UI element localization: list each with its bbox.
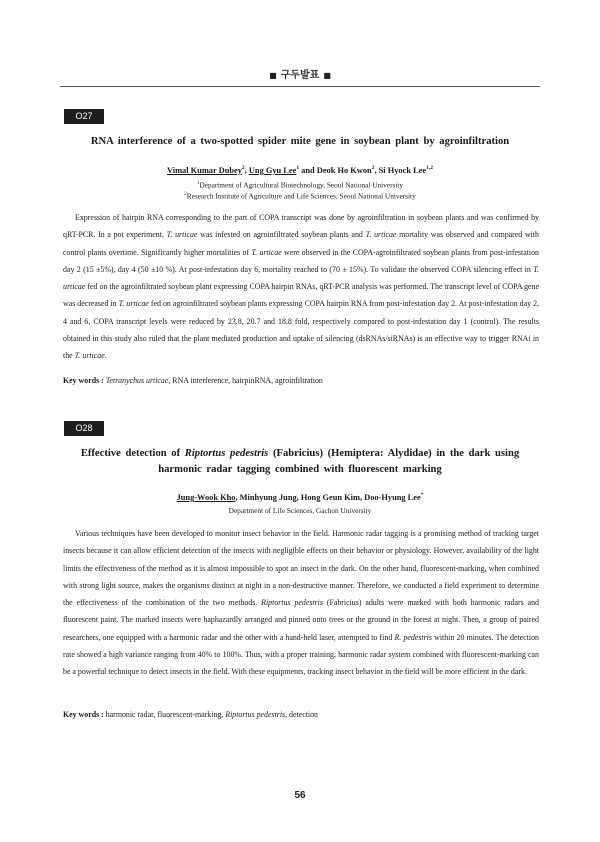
author-name: Hong Geun Kim [300,492,360,502]
author-list [62,163,538,176]
abstract-title: RNA interference of a two-spotted spider mite gene in soybean plant by agroinfiltration [90,136,510,147]
author-name: Vimal Kumar Dubey [167,165,242,175]
affiliation-text: Department of Life Sciences, Gachon University [228,506,372,515]
author-separator: , [296,492,301,502]
author-affiliation-mark: 1 [296,165,300,171]
author-affiliation-mark: 2 [371,165,375,171]
keywords-label: Key words : [63,376,104,385]
author-name: Minhyung Jung [239,492,297,502]
author-separator: and [299,165,317,175]
body-text: . [104,351,107,361]
section-header [0,66,600,81]
body-text: fed on the agroinfiltrated soybean plant expressing COPA hairpin RNAs, qRT-PCR analysis was performed. The transcript level of COPA gene was decreased in [63,282,539,309]
keyword-species: Riptortus pedestris [225,710,286,719]
abstract-badge: O27 [64,109,104,124]
header-rule [60,86,540,87]
keyword-list: harmonic radar, fluorescent-marking, [103,710,226,719]
page-number: 56 [294,790,306,801]
species-name: T. urticae [251,247,282,257]
author-separator: , [235,492,240,502]
keywords-line [63,709,539,720]
section-label: 구두발표 [280,70,320,81]
affiliation-mark: 1 [196,181,200,186]
keyword-list: , RNA interference, hairpinRNA, agroinfiltration [168,376,323,385]
body-text: (Fabricius) adults were marked with both harmonic radars and fluorescent paint. The marked insects were haphazardly arranged and pinned onto trees or the ground in the forest at night. Then, a group of paired researchers, one equipped with a harmonic radar and the other with a hand-held laser, attempted to find [63,598,539,642]
author-name: Ung Gyu Lee [248,165,297,175]
species-name: T. urticae [63,264,539,292]
author-affiliation-mark: 1,2 [426,165,433,171]
square-bullet-icon: ■ [269,71,277,80]
species-name: Riptortus pedestris [261,598,323,608]
affiliation-line [62,190,538,201]
author-name: Doo-Hyung Lee [364,492,421,502]
author-affiliation-mark: * [420,492,424,498]
author-name: Deok Ho Kwon [316,165,372,175]
keywords-line [63,375,539,386]
keyword-list: , detection [285,710,318,719]
affiliation-line [62,179,538,190]
author-separator: , [244,165,249,175]
author-name: Jung-Wook Kho [176,492,236,502]
square-bullet-icon: ■ [323,71,331,80]
affiliation-text: Department of Agricultural Biotechnology, Seoul National University [199,180,404,190]
abstract-body [63,525,539,681]
abstract-title [62,446,538,478]
species-name: T. urticae [166,230,198,240]
body-text: within 20 minutes. The detection rate showed a high variance ranging from 40% to 100%. Thus, with a proper training, harmonic radar system combined with fluorescent-marking can be a powerful technique to detect insects in the field. With these equipments, tracking insect behavior in the field will be more efficient in the dark. [63,632,539,677]
body-text: fed on agroinfiltrated soybean plants expressing COPA hairpin RNA from post-infestation day 2. At post-infestation day 2, 4 and 6, COPA transcript levels were reduced by 23.8, 20.7 and 18.8 fold, respectively compared to post-infestation day 1 (control). The results obtained in this study also ruled that the plant mediated production and uptake of silencing (dsRNAs/siRNAs) is an effective way to trigger RNAi in the [63,299,539,361]
title-text: Effective detection of [80,448,185,459]
author-list [62,490,538,503]
author-separator: , [374,165,379,175]
keywords-label: Key words : [63,710,104,719]
affiliation-mark: 2 [184,192,187,197]
author-name: Si Hyock Lee [378,165,427,175]
body-text: was infested on agroinfiltrated soybean plants and [197,230,366,240]
abstract-badge: O28 [64,421,104,436]
body-text: were observed in the COPA-agroinfiltrated soybean plants from post-infestation day 2 (15 ±5%), day 4 (50 ±10 %). At post-infestation day 6, mortality reached to (70 ± 15%). To validate the observed COPA silencing effect in [63,247,539,274]
species-name: T. urticae [118,299,149,309]
species-name: R. pedestris [394,632,432,642]
abstract-body [63,209,539,365]
author-affiliation-mark: 2 [241,165,245,171]
affiliation-text: Research Institute of Agriculture and Life Sciences, Seoul National University [186,191,416,201]
title-text: (Fabricius) (Hemiptera: Alydidae) in the dark using [268,448,520,459]
author-separator: , [359,492,365,502]
body-text: mortality was observed and compared with control plants overtime. Significantly higher mortalities of [63,230,539,257]
species-name: T. urticae [74,351,105,361]
title-species: Riptortus pedestris [184,448,269,459]
affiliation-line [62,506,538,516]
title-text: harmonic radar tagging combined with fluorescent marking [158,464,442,475]
body-text: Expression of hairpin RNA corresponding to the part of COPA transcript was done by agroinfiltration in soybean plants and was confirmed by qRT-PCR. In a pot experiment, [63,213,539,240]
keyword-species: Tetranychus urticae [105,376,169,385]
species-name: T. urticae [365,230,397,240]
body-text: Various techniques have been developed to monitor insect behavior in the field. Harmonic radar tagging is a promising method of tracking target insects because it can allow efficient detection of the insects with negligible effects on their behavior or physiology. However, availability of the light limits the effectiveness of the method as it is almost impossible to spot an insect in the dark. On the other hand, fluorescent-marking, when combined with strong light source, makes the organisms distinct at night in a non-destructive manner. Therefore, we conducted a field experiment to determine the effectiveness of the combination of the two methods. [63,529,539,608]
